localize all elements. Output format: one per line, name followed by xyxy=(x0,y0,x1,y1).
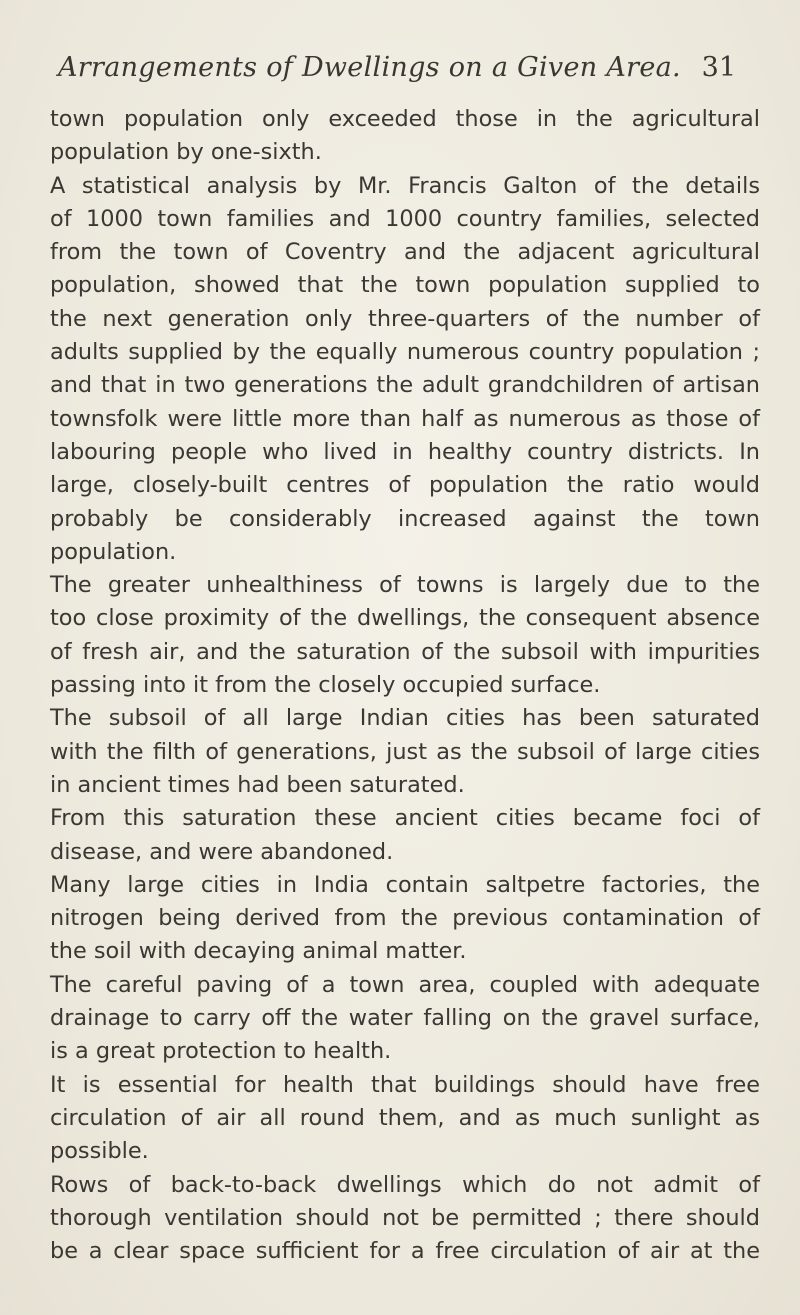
page-number: 31 xyxy=(701,52,736,83)
text-line: the next generation only three-quarters of the number of xyxy=(50,305,760,332)
text-line: population, showed that the town population supplied to xyxy=(50,272,760,299)
text-line: It is essential for health that buildings should have free xyxy=(50,1071,760,1098)
text-line: A statistical analysis by Mr. Francis Galton of the details xyxy=(50,172,760,199)
text-line: drainage to carry off the water falling on the gravel surface, xyxy=(50,1005,760,1032)
running-title: Arrangements of Dwellings on a Given Area. xyxy=(58,52,681,83)
text-line: in ancient times had been saturated. xyxy=(50,771,465,798)
text-line: with the filth of generations, just as the subsoil of large cities xyxy=(50,738,760,765)
text-line: too close proximity of the dwellings, the consequent absence xyxy=(50,605,760,632)
body-text xyxy=(50,103,760,1268)
text-line: circulation of air all round them, and as much sunlight as xyxy=(50,1104,760,1131)
text-line: is a great protection to health. xyxy=(50,1038,392,1065)
text-line: and that in two generations the adult grandchildren of artisan xyxy=(50,372,760,399)
text-line: disease, and were abandoned. xyxy=(50,838,394,865)
text-line: town population only exceeded those in the agricultural xyxy=(50,106,760,132)
text-line: of 1000 town families and 1000 country families, selected xyxy=(50,205,760,232)
text-line: Many large cities in India contain saltpetre factories, the xyxy=(50,871,760,898)
text-line: from the town of Coventry and the adjacent agricultural xyxy=(50,239,760,266)
text-line: thorough ventilation should not be permitted ; there should xyxy=(50,1204,760,1231)
text-line: population by one-sixth. xyxy=(50,139,322,166)
text-line: labouring people who lived in healthy country districts. In xyxy=(50,438,760,465)
text-line: adults supplied by the equally numerous country population ; xyxy=(50,339,760,366)
text-line: townsfolk were little more than half as numerous as those of xyxy=(50,405,760,432)
text-line: large, closely-built centres of population the ratio would xyxy=(50,472,760,499)
text-line: the soil with decaying animal matter. xyxy=(50,938,467,965)
text-line: be a clear space sufficient for a free circulation of air at the xyxy=(50,1238,760,1265)
text-line: probably be considerably increased against the town xyxy=(50,505,760,532)
text-line: From this saturation these ancient cities became foci of xyxy=(50,805,760,832)
text-line: The greater unhealthiness of towns is largely due to the xyxy=(50,572,760,599)
text-line: passing into it from the closely occupied surface. xyxy=(50,672,601,699)
text-line: possible. xyxy=(50,1138,149,1165)
text-line: population. xyxy=(50,538,177,565)
text-line: Rows of back-to-back dwellings which do not admit of xyxy=(50,1171,760,1198)
text-line: The careful paving of a town area, coupled with adequate xyxy=(50,971,760,998)
text-line: of fresh air, and the saturation of the subsoil with impurities xyxy=(50,638,760,665)
text-line: nitrogen being derived from the previous contamination of xyxy=(50,905,760,932)
text-line: The subsoil of all large Indian cities has been saturated xyxy=(50,705,760,732)
page-header xyxy=(58,52,736,92)
